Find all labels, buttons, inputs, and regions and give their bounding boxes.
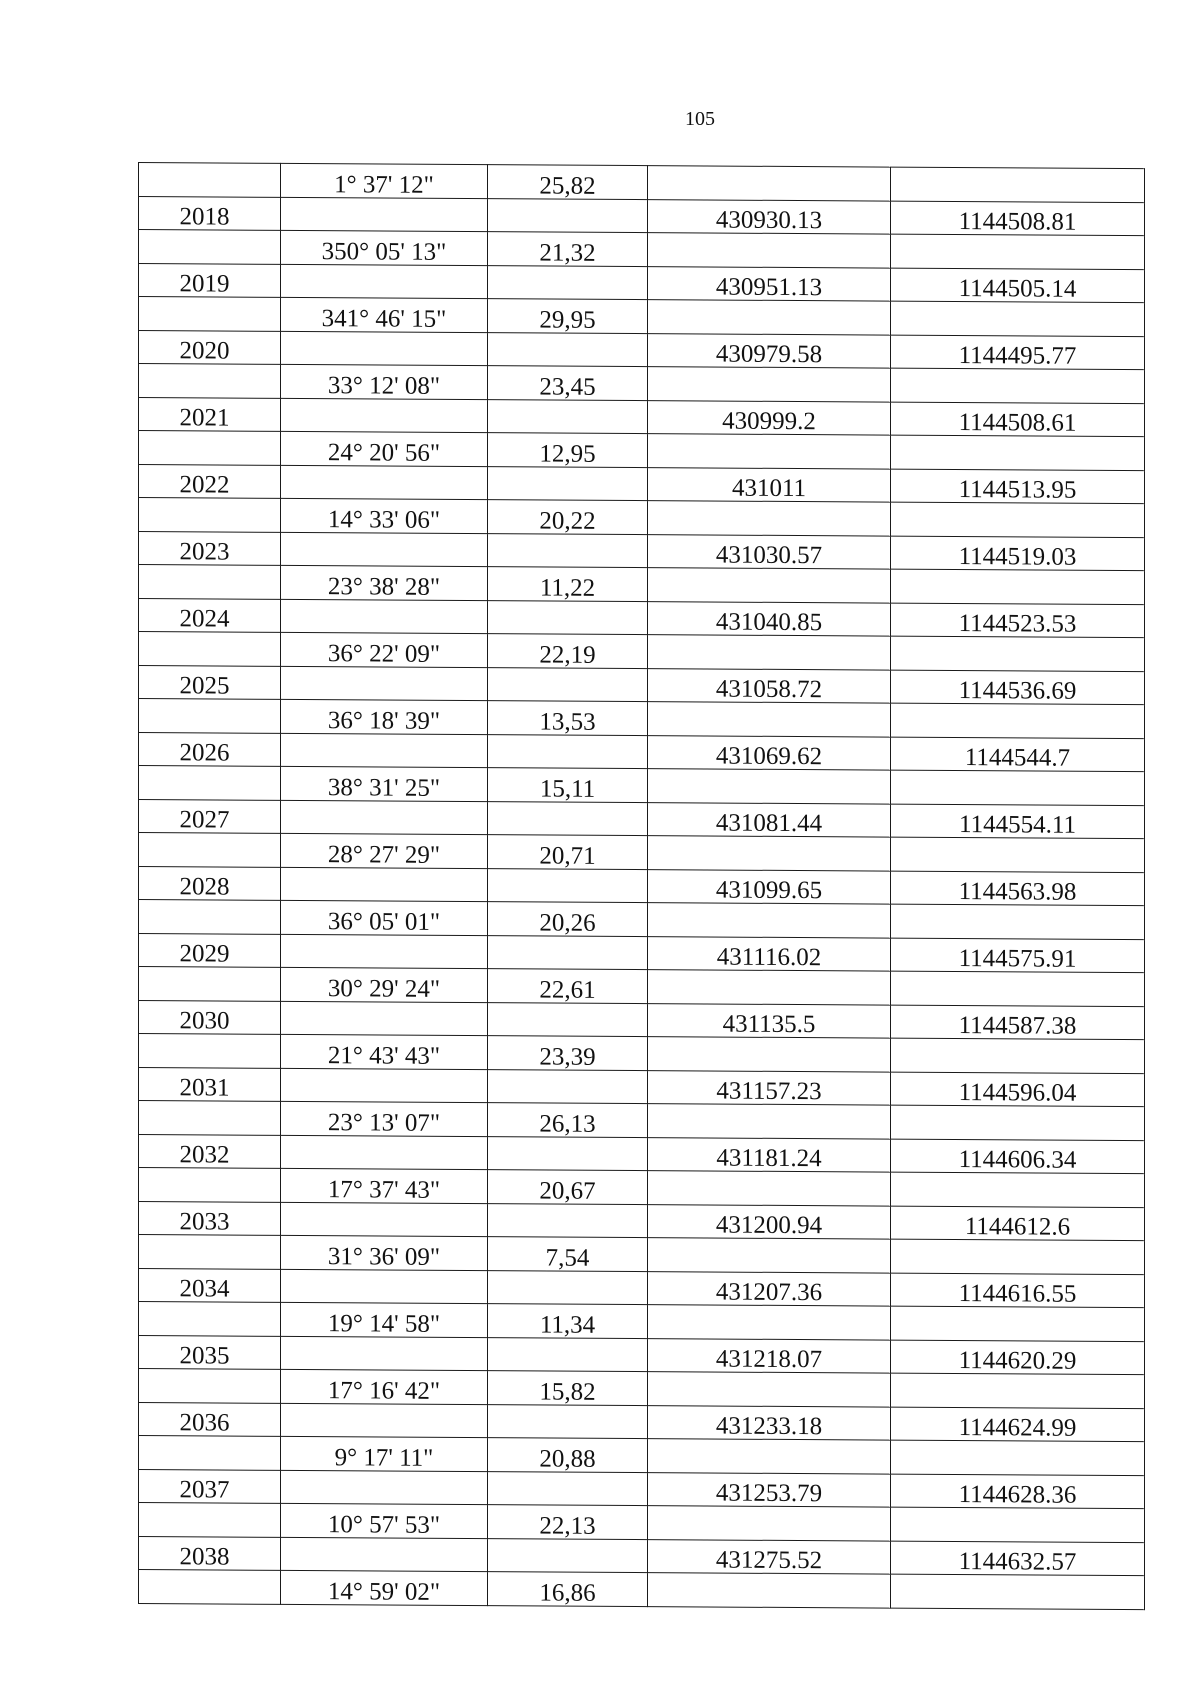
x-coordinate-cell bbox=[648, 1305, 891, 1340]
direction-angle-cell: 24° 20' 56" bbox=[281, 431, 488, 466]
point-number-cell bbox=[139, 1235, 281, 1269]
direction-angle-cell bbox=[281, 331, 488, 366]
direction-angle-cell: 19° 14' 58" bbox=[281, 1302, 488, 1337]
y-coordinate-cell bbox=[891, 636, 1145, 671]
direction-angle-cell bbox=[281, 1202, 488, 1237]
direction-angle-cell bbox=[281, 666, 488, 701]
y-coordinate-cell: 1144624.99 bbox=[891, 1407, 1145, 1442]
distance-cell: 23,45 bbox=[488, 366, 648, 400]
y-coordinate-cell bbox=[891, 167, 1145, 202]
x-coordinate-cell: 431011 bbox=[648, 467, 891, 502]
point-number-cell bbox=[139, 900, 281, 934]
point-number-cell: 2035 bbox=[139, 1335, 281, 1369]
y-coordinate-cell: 1144519.03 bbox=[891, 536, 1145, 571]
direction-angle-cell: 38° 31' 25" bbox=[281, 766, 488, 801]
x-coordinate-cell: 431200.94 bbox=[648, 1204, 891, 1239]
distance-cell bbox=[488, 1337, 648, 1371]
x-coordinate-cell bbox=[648, 367, 891, 402]
distance-cell bbox=[488, 868, 648, 902]
point-number-cell bbox=[139, 498, 281, 532]
x-coordinate-cell: 431181.24 bbox=[648, 1137, 891, 1172]
y-coordinate-cell bbox=[891, 837, 1145, 872]
y-coordinate-cell bbox=[891, 234, 1145, 269]
x-coordinate-cell: 431116.02 bbox=[648, 936, 891, 971]
direction-angle-cell: 23° 13' 07" bbox=[281, 1101, 488, 1136]
y-coordinate-cell: 1144508.81 bbox=[891, 201, 1145, 236]
point-number-cell: 2026 bbox=[139, 732, 281, 766]
direction-angle-cell bbox=[281, 1001, 488, 1036]
direction-angle-cell bbox=[281, 532, 488, 567]
direction-angle-cell: 17° 37' 43" bbox=[281, 1168, 488, 1203]
y-coordinate-cell bbox=[891, 1239, 1145, 1274]
direction-angle-cell bbox=[281, 733, 488, 768]
distance-cell: 20,67 bbox=[488, 1170, 648, 1204]
y-coordinate-cell bbox=[891, 1373, 1145, 1408]
coordinates-table-body bbox=[139, 163, 1145, 1610]
direction-angle-cell bbox=[281, 465, 488, 500]
y-coordinate-cell: 1144575.91 bbox=[891, 938, 1145, 973]
distance-cell: 11,22 bbox=[488, 567, 648, 601]
direction-angle-cell: 14° 33' 06" bbox=[281, 498, 488, 533]
x-coordinate-cell: 431081.44 bbox=[648, 802, 891, 837]
y-coordinate-cell: 1144536.69 bbox=[891, 670, 1145, 705]
point-number-cell: 2036 bbox=[139, 1402, 281, 1436]
y-coordinate-cell: 1144620.29 bbox=[891, 1340, 1145, 1375]
distance-cell: 16,86 bbox=[488, 1572, 648, 1606]
x-coordinate-cell bbox=[648, 434, 891, 469]
point-number-cell: 2025 bbox=[139, 665, 281, 699]
x-coordinate-cell: 430930.13 bbox=[648, 199, 891, 234]
direction-angle-cell bbox=[281, 1470, 488, 1505]
direction-angle-cell: 1° 37' 12" bbox=[281, 163, 488, 198]
x-coordinate-cell bbox=[648, 903, 891, 938]
distance-cell: 7,54 bbox=[488, 1237, 648, 1271]
distance-cell bbox=[488, 734, 648, 768]
distance-cell bbox=[488, 1069, 648, 1103]
point-number-cell: 2037 bbox=[139, 1469, 281, 1503]
x-coordinate-cell bbox=[648, 501, 891, 536]
x-coordinate-cell bbox=[648, 1372, 891, 1407]
y-coordinate-cell bbox=[891, 1306, 1145, 1341]
distance-cell bbox=[488, 1538, 648, 1572]
direction-angle-cell bbox=[281, 599, 488, 634]
distance-cell: 20,22 bbox=[488, 500, 648, 534]
direction-angle-cell: 23° 38' 28" bbox=[281, 565, 488, 600]
direction-angle-cell bbox=[281, 1403, 488, 1438]
direction-angle-cell: 350° 05' 13" bbox=[281, 230, 488, 265]
point-number-cell bbox=[139, 1570, 281, 1604]
distance-cell bbox=[488, 533, 648, 567]
distance-cell: 20,26 bbox=[488, 902, 648, 936]
point-number-cell: 2023 bbox=[139, 531, 281, 565]
point-number-cell bbox=[139, 431, 281, 465]
direction-angle-cell bbox=[281, 197, 488, 232]
distance-cell: 15,11 bbox=[488, 768, 648, 802]
point-number-cell: 2027 bbox=[139, 799, 281, 833]
distance-cell bbox=[488, 265, 648, 299]
x-coordinate-cell: 431040.85 bbox=[648, 601, 891, 636]
x-coordinate-cell bbox=[648, 233, 891, 268]
point-number-cell bbox=[139, 297, 281, 331]
point-number-cell bbox=[139, 1168, 281, 1202]
distance-cell: 29,95 bbox=[488, 299, 648, 333]
y-coordinate-cell: 1144628.36 bbox=[891, 1474, 1145, 1509]
direction-angle-cell bbox=[281, 1269, 488, 1304]
point-number-cell bbox=[139, 163, 281, 197]
distance-cell bbox=[488, 198, 648, 232]
direction-angle-cell bbox=[281, 1068, 488, 1103]
y-coordinate-cell bbox=[891, 1507, 1145, 1542]
distance-cell bbox=[488, 600, 648, 634]
direction-angle-cell: 10° 57' 53" bbox=[281, 1503, 488, 1538]
y-coordinate-cell bbox=[891, 1574, 1145, 1609]
direction-angle-cell: 14° 59' 02" bbox=[281, 1570, 488, 1605]
point-number-cell bbox=[139, 766, 281, 800]
y-coordinate-cell: 1144513.95 bbox=[891, 469, 1145, 504]
x-coordinate-cell bbox=[648, 166, 891, 201]
direction-angle-cell: 21° 43' 43" bbox=[281, 1034, 488, 1069]
distance-cell: 15,82 bbox=[488, 1371, 648, 1405]
x-coordinate-cell: 431233.18 bbox=[648, 1405, 891, 1440]
distance-cell: 11,34 bbox=[488, 1304, 648, 1338]
distance-cell: 20,88 bbox=[488, 1438, 648, 1472]
point-number-cell: 2030 bbox=[139, 1000, 281, 1034]
distance-cell: 25,82 bbox=[488, 165, 648, 199]
x-coordinate-cell: 431135.5 bbox=[648, 1003, 891, 1038]
coordinates-table bbox=[138, 162, 1145, 1610]
direction-angle-cell: 341° 46' 15" bbox=[281, 297, 488, 332]
x-coordinate-cell bbox=[648, 702, 891, 737]
distance-cell: 22,19 bbox=[488, 634, 648, 668]
y-coordinate-cell: 1144495.77 bbox=[891, 335, 1145, 370]
point-number-cell: 2024 bbox=[139, 598, 281, 632]
distance-cell bbox=[488, 1471, 648, 1505]
distance-cell: 26,13 bbox=[488, 1103, 648, 1137]
distance-cell: 12,95 bbox=[488, 433, 648, 467]
x-coordinate-cell bbox=[648, 1037, 891, 1072]
point-number-cell: 2032 bbox=[139, 1134, 281, 1168]
page-number: 105 bbox=[685, 108, 715, 130]
point-number-cell bbox=[139, 1302, 281, 1336]
point-number-cell: 2033 bbox=[139, 1201, 281, 1235]
distance-cell: 23,39 bbox=[488, 1036, 648, 1070]
point-number-cell bbox=[139, 699, 281, 733]
x-coordinate-cell: 431099.65 bbox=[648, 869, 891, 904]
y-coordinate-cell bbox=[891, 971, 1145, 1006]
point-number-cell bbox=[139, 1101, 281, 1135]
point-number-cell: 2018 bbox=[139, 196, 281, 230]
y-coordinate-cell: 1144508.61 bbox=[891, 402, 1145, 437]
x-coordinate-cell: 430999.2 bbox=[648, 400, 891, 435]
x-coordinate-cell: 430979.58 bbox=[648, 333, 891, 368]
distance-cell bbox=[488, 1136, 648, 1170]
point-number-cell bbox=[139, 1369, 281, 1403]
point-number-cell bbox=[139, 1034, 281, 1068]
x-coordinate-cell: 431207.36 bbox=[648, 1271, 891, 1306]
direction-angle-cell bbox=[281, 800, 488, 835]
y-coordinate-cell: 1144544.7 bbox=[891, 737, 1145, 772]
point-number-cell: 2028 bbox=[139, 866, 281, 900]
x-coordinate-cell: 430951.13 bbox=[648, 266, 891, 301]
point-number-cell: 2021 bbox=[139, 397, 281, 431]
y-coordinate-cell bbox=[891, 1038, 1145, 1073]
point-number-cell: 2029 bbox=[139, 933, 281, 967]
x-coordinate-cell bbox=[648, 635, 891, 670]
x-coordinate-cell bbox=[648, 568, 891, 603]
y-coordinate-cell: 1144523.53 bbox=[891, 603, 1145, 638]
x-coordinate-cell: 431275.52 bbox=[648, 1539, 891, 1574]
x-coordinate-cell bbox=[648, 970, 891, 1005]
x-coordinate-cell: 431058.72 bbox=[648, 668, 891, 703]
direction-angle-cell bbox=[281, 398, 488, 433]
distance-cell bbox=[488, 1270, 648, 1304]
y-coordinate-cell: 1144596.04 bbox=[891, 1072, 1145, 1107]
x-coordinate-cell bbox=[648, 1506, 891, 1541]
y-coordinate-cell bbox=[891, 904, 1145, 939]
y-coordinate-cell bbox=[891, 1172, 1145, 1207]
y-coordinate-cell: 1144632.57 bbox=[891, 1541, 1145, 1576]
segment-row bbox=[139, 1570, 1145, 1610]
y-coordinate-cell: 1144587.38 bbox=[891, 1005, 1145, 1040]
point-number-cell: 2022 bbox=[139, 464, 281, 498]
point-number-cell bbox=[139, 1503, 281, 1537]
y-coordinate-cell: 1144554.11 bbox=[891, 804, 1145, 839]
point-number-cell: 2019 bbox=[139, 263, 281, 297]
direction-angle-cell: 36° 05' 01" bbox=[281, 900, 488, 935]
direction-angle-cell bbox=[281, 264, 488, 299]
y-coordinate-cell bbox=[891, 301, 1145, 336]
distance-cell bbox=[488, 399, 648, 433]
x-coordinate-cell bbox=[648, 1171, 891, 1206]
point-number-cell: 2034 bbox=[139, 1268, 281, 1302]
x-coordinate-cell bbox=[648, 1104, 891, 1139]
direction-angle-cell: 30° 29' 24" bbox=[281, 967, 488, 1002]
point-number-cell: 2031 bbox=[139, 1067, 281, 1101]
y-coordinate-cell bbox=[891, 435, 1145, 470]
point-number-cell bbox=[139, 833, 281, 867]
x-coordinate-cell bbox=[648, 769, 891, 804]
distance-cell bbox=[488, 1203, 648, 1237]
x-coordinate-cell bbox=[648, 836, 891, 871]
y-coordinate-cell: 1144612.6 bbox=[891, 1206, 1145, 1241]
y-coordinate-cell: 1144616.55 bbox=[891, 1273, 1145, 1308]
x-coordinate-cell bbox=[648, 1238, 891, 1273]
point-number-cell bbox=[139, 565, 281, 599]
distance-cell bbox=[488, 667, 648, 701]
distance-cell: 21,32 bbox=[488, 232, 648, 266]
x-coordinate-cell bbox=[648, 1573, 891, 1608]
point-number-cell bbox=[139, 364, 281, 398]
distance-cell bbox=[488, 935, 648, 969]
x-coordinate-cell bbox=[648, 1439, 891, 1474]
direction-angle-cell: 36° 22' 09" bbox=[281, 632, 488, 667]
distance-cell: 13,53 bbox=[488, 701, 648, 735]
point-number-cell bbox=[139, 632, 281, 666]
direction-angle-cell: 33° 12' 08" bbox=[281, 364, 488, 399]
direction-angle-cell bbox=[281, 867, 488, 902]
y-coordinate-cell bbox=[891, 502, 1145, 537]
distance-cell bbox=[488, 1002, 648, 1036]
y-coordinate-cell: 1144563.98 bbox=[891, 871, 1145, 906]
direction-angle-cell bbox=[281, 934, 488, 969]
x-coordinate-cell: 431253.79 bbox=[648, 1472, 891, 1507]
direction-angle-cell: 17° 16' 42" bbox=[281, 1369, 488, 1404]
distance-cell bbox=[488, 1404, 648, 1438]
direction-angle-cell bbox=[281, 1537, 488, 1572]
point-number-cell bbox=[139, 230, 281, 264]
direction-angle-cell: 31° 36' 09" bbox=[281, 1235, 488, 1270]
x-coordinate-cell bbox=[648, 300, 891, 335]
distance-cell: 22,13 bbox=[488, 1505, 648, 1539]
x-coordinate-cell: 431218.07 bbox=[648, 1338, 891, 1373]
point-number-cell: 2038 bbox=[139, 1536, 281, 1570]
y-coordinate-cell bbox=[891, 1440, 1145, 1475]
y-coordinate-cell bbox=[891, 569, 1145, 604]
direction-angle-cell: 36° 18' 39" bbox=[281, 699, 488, 734]
direction-angle-cell: 9° 17' 11" bbox=[281, 1436, 488, 1471]
y-coordinate-cell: 1144505.14 bbox=[891, 268, 1145, 303]
y-coordinate-cell bbox=[891, 770, 1145, 805]
distance-cell bbox=[488, 332, 648, 366]
x-coordinate-cell: 431069.62 bbox=[648, 735, 891, 770]
direction-angle-cell: 28° 27' 29" bbox=[281, 833, 488, 868]
y-coordinate-cell bbox=[891, 1105, 1145, 1140]
point-number-cell bbox=[139, 967, 281, 1001]
y-coordinate-cell bbox=[891, 368, 1145, 403]
distance-cell: 20,71 bbox=[488, 835, 648, 869]
distance-cell bbox=[488, 801, 648, 835]
point-number-cell bbox=[139, 1436, 281, 1470]
y-coordinate-cell: 1144606.34 bbox=[891, 1139, 1145, 1174]
direction-angle-cell bbox=[281, 1336, 488, 1371]
x-coordinate-cell: 431157.23 bbox=[648, 1070, 891, 1105]
x-coordinate-cell: 431030.57 bbox=[648, 534, 891, 569]
distance-cell bbox=[488, 466, 648, 500]
point-number-cell: 2020 bbox=[139, 330, 281, 364]
direction-angle-cell bbox=[281, 1135, 488, 1170]
distance-cell: 22,61 bbox=[488, 969, 648, 1003]
y-coordinate-cell bbox=[891, 703, 1145, 738]
